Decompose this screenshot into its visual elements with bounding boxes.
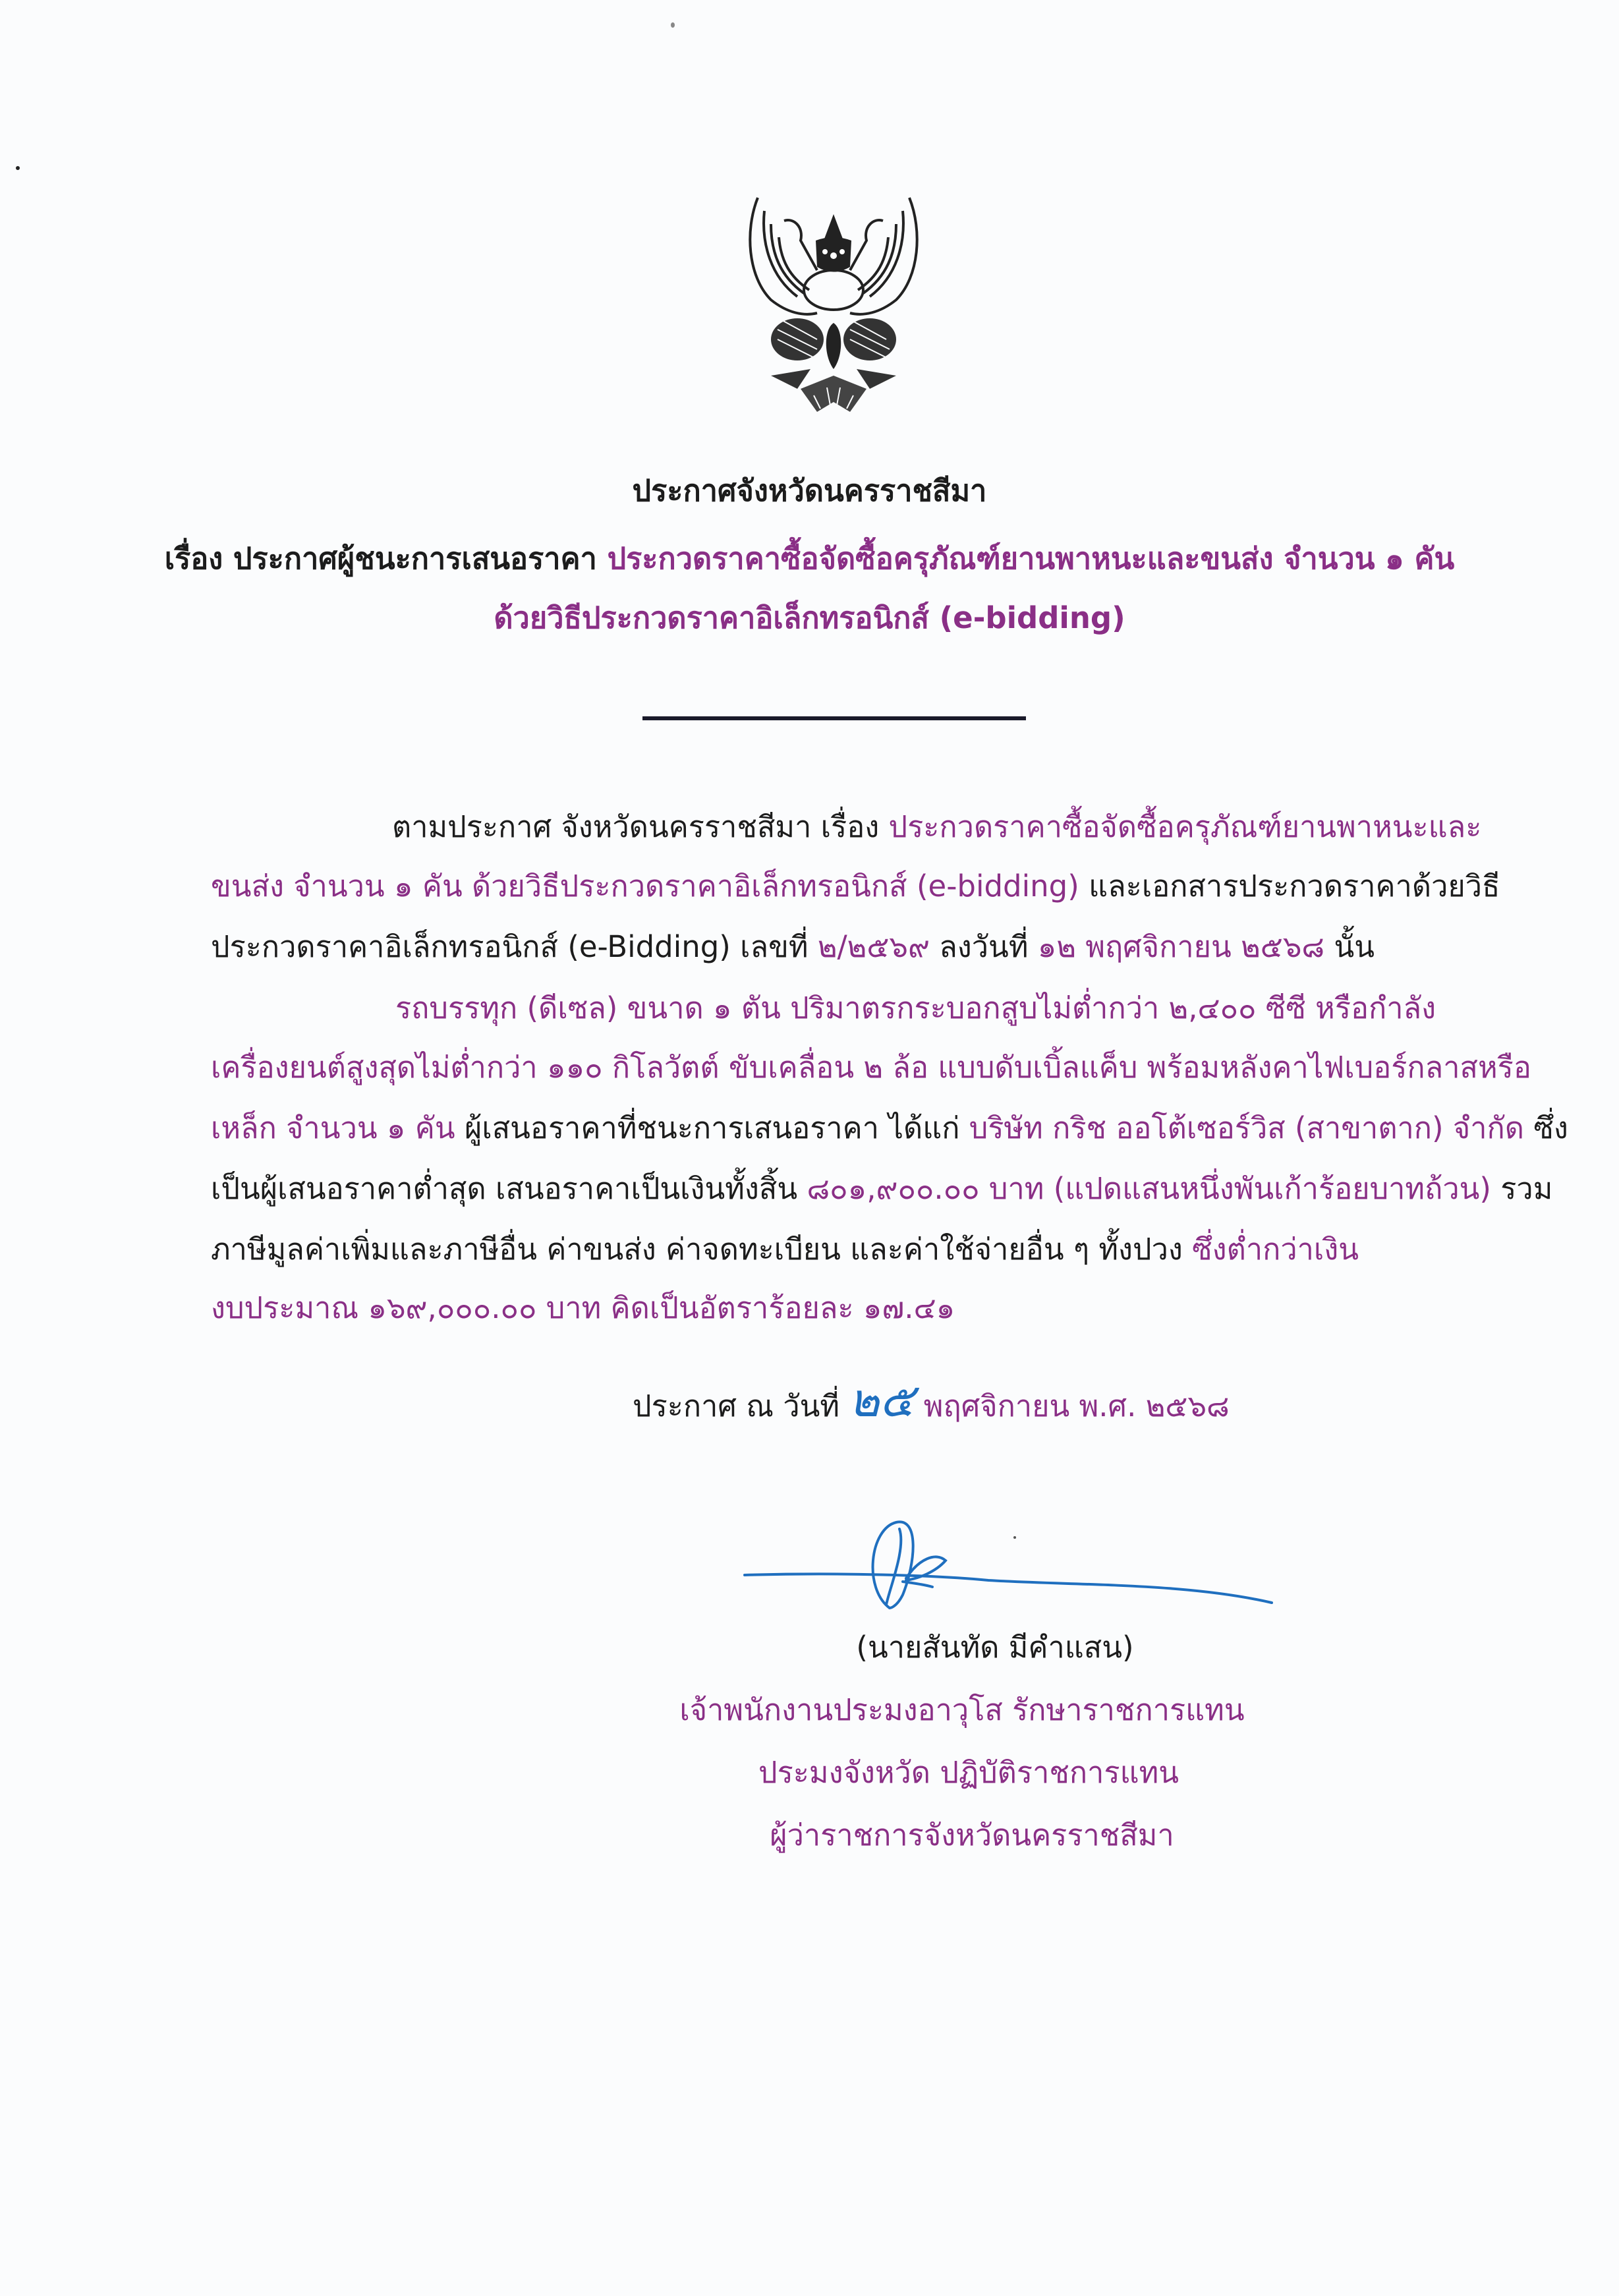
scan-speck [671, 22, 675, 28]
body-text-accent: ซึ่งต่ำกว่าเงิน [1192, 1232, 1359, 1267]
date-prefix: ประกาศ ณ วันที่ [633, 1389, 840, 1423]
scan-speck [16, 166, 20, 170]
issuer-heading: ประกาศจังหวัดนครราชสีมา [632, 473, 987, 508]
body-line [211, 1108, 1568, 1148]
body-project: ขนส่ง จำนวน ๑ คัน ด้วยวิธีประกวดราคาอิเล็กทรอนิกส์ (e-bidding) [211, 869, 1079, 904]
body-line: เครื่องยนต์สูงสุดไม่ต่ำกว่า ๑๑๐ กิโลวัตต์ ขับเคลื่อน ๒ ล้อ แบบดับเบิ้ลแค็บ พร้อมหลังคาไฟเบอร์กลาสหรือ [211, 1050, 1531, 1085]
handwritten-day: ๒๕ [849, 1373, 915, 1427]
scan-speck [1013, 1536, 1016, 1539]
body-project: ประกวดราคาซื้อจัดซื้อครุภัณฑ์ยานพาหนะและ [888, 809, 1482, 844]
body-text: ตามประกาศ จังหวัดนครราชสีมา เรื่อง [392, 809, 880, 844]
budget-savings: งบประมาณ ๑๖๙,๐๐๐.๐๐ บาท คิดเป็นอัตราร้อยละ ๑๗.๔๑ [211, 1290, 955, 1325]
body-text: และเอกสารประกวดราคาด้วยวิธี [1089, 869, 1500, 904]
title-divider [642, 716, 1026, 720]
winning-bidder: บริษัท กริช ออโต้เซอร์วิส (สาขาตาก) จำกัด [969, 1110, 1525, 1145]
garuda-emblem-icon [731, 178, 936, 422]
subject-method: ด้วยวิธีประกวดราคาอิเล็กทรอนิกส์ (e-bidding) [494, 600, 1125, 635]
document-date: ๑๒ พฤศจิกายน ๒๕๖๘ [1037, 929, 1325, 964]
signatory-title-1: เจ้าพนักงานประมงอาวุโส รักษาราชการแทน [679, 1692, 1245, 1727]
body-text: ลงวันที่ [939, 929, 1029, 964]
body-text: ภาษีมูลค่าเพิ่มและภาษีอื่น ค่าขนส่ง ค่าจดทะเบียน และค่าใช้จ่ายอื่น ๆ ทั้งปวง [211, 1232, 1183, 1267]
body-line: รถบรรทุก (ดีเซล) ขนาด ๑ ตัน ปริมาตรกระบอกสูบไม่ต่ำกว่า ๒,๔๐๐ ซีซี หรือกำลัง [395, 990, 1436, 1025]
body-text: ผู้เสนอราคาที่ชนะการเสนอราคา ได้แก่ [464, 1110, 960, 1145]
date-month-year: พฤศจิกายน พ.ศ. ๒๕๖๘ [923, 1389, 1230, 1423]
body-line [211, 1169, 1552, 1209]
body-line [211, 927, 1375, 967]
body-text: ซึ่ง [1533, 1110, 1568, 1145]
document-number: ๒/๒๕๖๙ [817, 929, 930, 964]
announcement-date [633, 1373, 1230, 1427]
body-quantity: เหล็ก จำนวน ๑ คัน [211, 1110, 455, 1145]
subject-prefix: เรื่อง ประกาศผู้ชนะการเสนอราคา [164, 541, 597, 576]
body-text: นั้น [1334, 929, 1375, 964]
body-line [211, 867, 1500, 906]
signatory-title-3: ผู้ว่าราชการจังหวัดนครราชสีมา [770, 1818, 1174, 1852]
body-line [392, 807, 1481, 847]
signatory-title-2: ประมงจังหวัด ปฏิบัติราชการแทน [758, 1755, 1179, 1790]
signature-icon [738, 1509, 1278, 1628]
subject-project: ประกวดราคาซื้อจัดซื้อครุภัณฑ์ยานพาหนะและขนส่ง จำนวน ๑ คัน [607, 541, 1455, 576]
subject-heading [0, 539, 1619, 579]
bid-amount: ๘๐๑,๙๐๐.๐๐ บาท (แปดแสนหนึ่งพันเก้าร้อยบาทถ้วน) [807, 1171, 1491, 1206]
signatory-name: (นายสันทัด มีคำแสน) [856, 1630, 1134, 1665]
body-text: เป็นผู้เสนอราคาต่ำสุด เสนอราคาเป็นเงินทั้งสิ้น [211, 1171, 798, 1206]
body-text: ประกวดราคาอิเล็กทรอนิกส์ (e-Bidding) เลขที่ [211, 929, 809, 964]
body-text: รวม [1500, 1171, 1553, 1206]
body-line [211, 1230, 1359, 1269]
